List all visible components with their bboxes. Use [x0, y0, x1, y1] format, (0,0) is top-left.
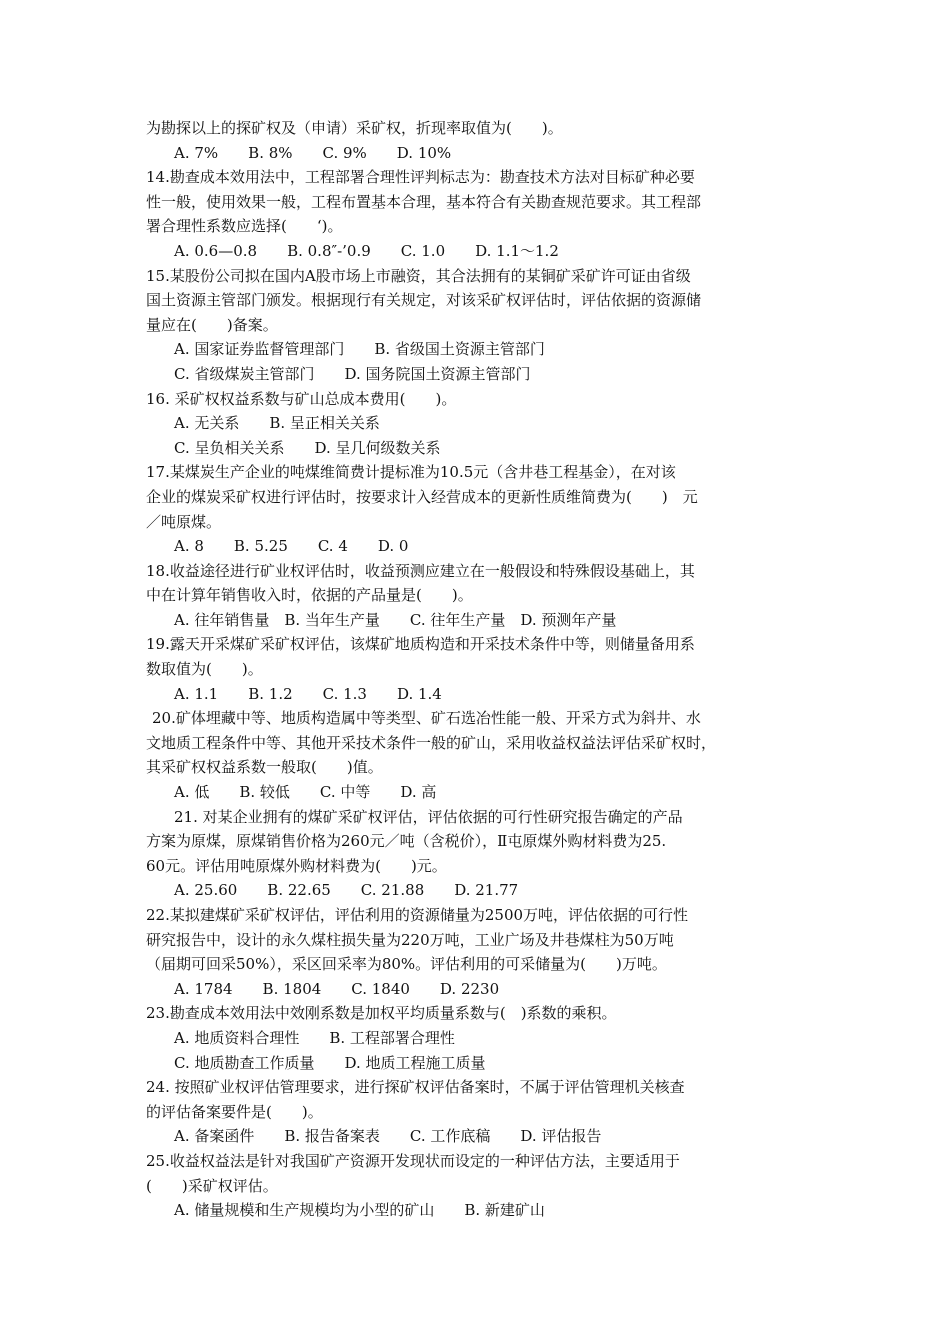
question-text-line: 22.某拟建煤矿采矿权评估，评估利用的资源储量为2500万吨，评估依据的可行性 [146, 906, 689, 924]
answer-options-line: A. 无关系 B. 呈正相关关系 [174, 414, 380, 433]
question-text-line: 方案为原煤，原煤销售价格为260元／吨（含税价），Ⅱ屯原煤外购材料费为25. [146, 832, 667, 851]
answer-options-line: A. 低 B. 较低 C. 中等 D. 高 [174, 783, 437, 802]
answer-options-line: A. 1784 B. 1804 C. 1840 D. 2230 [174, 979, 500, 998]
answer-options-line: A. 储量规模和生产规模均为小型的矿山 B. 新建矿山 [174, 1201, 545, 1220]
document-body [146, 116, 806, 1223]
answer-options-line: A. 0.6—0.8 B. 0.8″-’0.9 C. 1.0 D. 1.1～1.2 [174, 241, 559, 260]
answer-options-line: A. 25.60 B. 22.65 C. 21.88 D. 21.77 [174, 881, 519, 900]
question-text-line: 24. 按照矿业权评估管理要求，进行探矿权评估备案时，不属于评估管理机关核查 [146, 1078, 685, 1097]
answer-options-line: C. 省级煤炭主管部门 D. 国务院国土资源主管部门 [174, 364, 531, 383]
question-text-line: 文地质工程条件中等、其他开采技术条件一般的矿山，采用收益权益法评估采矿权时， [146, 733, 717, 752]
question-text-line: ( )采矿权评估。 [146, 1176, 278, 1195]
question-text-line: 中在计算年销售收入时，依据的产品量是( )。 [146, 586, 473, 605]
answer-options-line: C. 地质勘查工作质量 D. 地质工程施工质量 [174, 1053, 486, 1072]
answer-options-line: A. 备案函件 B. 报告备案表 C. 工作底稿 D. 评估报告 [174, 1127, 602, 1146]
question-text-line: 17.某煤炭生产企业的吨煤维简费计提标准为10.5元（含井巷工程基金），在对该 [146, 463, 676, 482]
question-text-line: 其采矿权权益系数一般取( )值。 [146, 758, 383, 777]
question-text-line: 16. 采矿权权益系数与矿山总成本费用( )。 [146, 389, 457, 408]
answer-options-line: 21. 对某企业拥有的煤矿采矿权评估，评估依据的可行性研究报告确定的产品 [174, 807, 683, 826]
question-text-line: 研究报告中，设计的永久煤柱损失量为220万吨，工业广场及井巷煤柱为50万吨 [146, 930, 674, 949]
question-text-line: 国土资源主管部门颁发。根据现行有关规定，对该采矿权评估时，评估依据的资源储 [146, 291, 702, 310]
answer-options-line: A. 地质资料合理性 B. 工程部署合理性 [174, 1028, 455, 1047]
question-text-line: 19.露天开采煤矿采矿权评估，该煤矿地质构造和开采技术条件中等，则储量备用系 [146, 635, 695, 654]
answer-options-line: A. 国家证券监督管理部门 B. 省级国土资源主管部门 [174, 340, 545, 359]
question-text-line: 量应在( )备案。 [146, 315, 278, 334]
question-text-line: 18.收益途径进行矿业权评估时，收益预测应建立在一般假设和特殊假设基础上，其 [146, 561, 695, 580]
question-text-line: 20.矿体埋藏中等、地质构造属中等类型、矿石选冶性能一般、开采方式为斜井、水 [152, 709, 701, 728]
question-text-line: 为勘探以上的探矿权及（申请）采矿权，折现率取值为( )。 [146, 119, 563, 137]
answer-options-line: A. 8 B. 5.25 C. 4 D. 0 [174, 537, 409, 556]
question-text-line: 23.勘查成本效用法中效刚系数是加权平均质量系数与( )系数的乘积。 [146, 1004, 617, 1023]
question-text-line: 的评估备案要件是( )。 [146, 1102, 323, 1121]
answer-options-line: C. 呈负相关关系 D. 呈几何级数关系 [174, 438, 441, 457]
answer-options-line: A. 1.1 B. 1.2 C. 1.3 D. 1.4 [174, 684, 442, 703]
question-text-line: 25.收益权益法是针对我国矿产资源开发现状而设定的一种评估方法，主要适用于 [146, 1151, 680, 1170]
question-text-line: 数取值为( )。 [146, 660, 263, 679]
answer-options-line: A. 往年销售量 B. 当年生产量 C. 往年生产量 D. 预测年产量 [174, 610, 617, 629]
question-text-line: 14.勘查成本效用法中，工程部署合理性评判标志为：勘查技术方法对目标矿种必要 [146, 168, 695, 187]
question-text-line: 署合理性系数应选择( ‘)。 [146, 217, 343, 236]
question-text-line: ／吨原煤。 [146, 512, 222, 531]
answer-options-line: A. 7% B. 8% C. 9% D. 10% [174, 143, 452, 162]
question-text-line: 15.某股份公司拟在国内A股市场上市融资，其合法拥有的某铜矿采矿许可证由省级 [146, 266, 691, 285]
question-text-line: （届期可回采50%），采区回采率为80%。评估利用的可采储量为( )万吨。 [146, 955, 667, 974]
question-text-line: 性一般，使用效果一般，工程布置基本合理，基本符合有关勘查规范要求。其工程部 [146, 192, 702, 211]
question-text-line: 企业的煤炭采矿权进行评估时，按要求计入经营成本的更新性质维简费为( ) 元 [146, 487, 698, 506]
question-text-line: 60元。评估用吨原煤外购材料费为( )元。 [146, 856, 447, 875]
